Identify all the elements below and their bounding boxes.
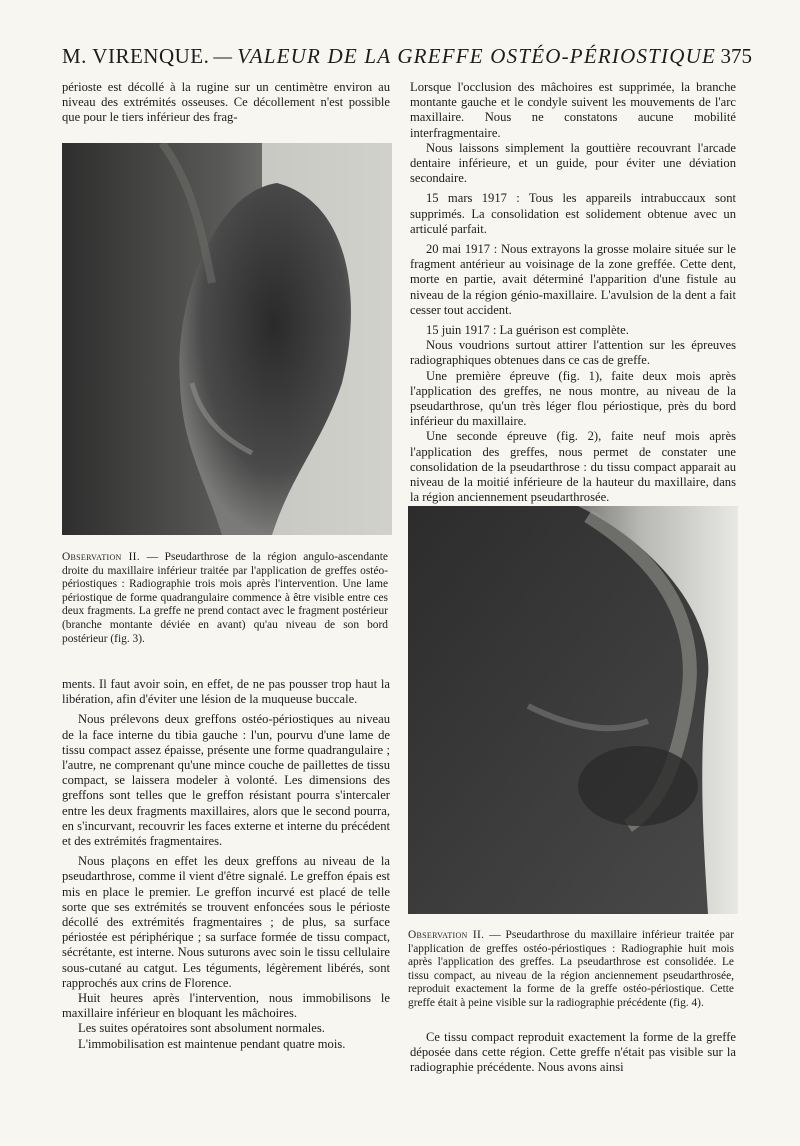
caption-label: Observation II. <box>408 929 485 941</box>
right-column-top <box>410 80 736 505</box>
radiograph-image <box>62 143 392 535</box>
paragraph: 15 mars 1917 : Tous les appareils intrabuccaux sont supprimés. La consolidation est solidement obtenue avec un articulé parfait. <box>410 191 736 236</box>
running-header <box>62 44 752 74</box>
paragraph: Une première épreuve (fig. 1), faite deux mois après l'application des greffes, ne nous montre, au niveau de la pseudarthrose, qu'un très léger flou périostique, près du bord inférieur du maxillaire. <box>410 368 736 429</box>
caption-text: — Pseudarthrose de la région angulo-ascendante droite du maxillaire inférieur traitée par l'application de greffes ostéo-périostiques : Radiographie trois mois après l'intervention. Une lame périostique de forme quadrangulaire commence à être visible entre ces deux fragments. La greffe ne prend contact avec le fragment postérieur (branche montante déviée en avant) qu'au niveau de son bord postérieur (fig. 3). <box>62 551 388 645</box>
left-column-top <box>62 80 390 126</box>
radiograph-image <box>408 506 738 914</box>
header-title: VALEUR DE LA GREFFE OSTÉO-PÉRIOSTIQUE <box>237 44 716 68</box>
caption-label: Observation II. <box>62 551 140 563</box>
header-dash: — <box>213 44 234 68</box>
paragraph: 20 mai 1917 : Nous extrayons la grosse molaire située sur le fragment antérieur au voisinage de la zone greffée. Cette dent, morte en partie, avait déterminé l'apparition d'une fistule au niveau de la région génio-maxillaire. L'avulsion de la dent a fait cesser tout accident. <box>410 242 736 317</box>
paragraph: Lorsque l'occlusion des mâchoires est supprimée, la branche montante gauche et le condyle suivent les mouvements de l'arc maxillaire. Nous ne constatons aucune mobilité interfragmentaire. <box>410 80 736 140</box>
caption-text: — Pseudarthrose du maxillaire inférieur traitée par l'application de greffes ostéo-périostiques : Radiographie huit mois après l'application des greffes. La pseudarthrose est consolidée. Le tissu compact, au niveau de la région anciennement pseudarthrosée, reproduit exactement la forme de la greffe ostéo-périostique. Cette greffe était à peine visible sur la radiographie précédente (fig. 4). <box>408 929 734 1009</box>
right-column-bottom <box>410 1030 736 1076</box>
page-number: 375 <box>720 44 752 68</box>
paragraph: Nous plaçons en effet les deux greffons au niveau de la pseudarthrose, comme il vient d'être signalé. Le greffon épais est mis en place le premier. Le greffon incurvé est placé de telle sorte que ses extrémités se trouvent enfoncées sous le périoste décollé des extrémités fragmentaires ; de plus, sa surface périostée est périphérique ; sa surface formée de tissu compact, sécrétante, est interne. Nous suturons avec soin le tissu cellulaire sous-cutané au catgut. Les téguments, légèrement libérés, sont rapprochés aux crins de Florence. <box>62 854 390 990</box>
radiograph-figure-2 <box>408 506 738 914</box>
paragraph: L'immobilisation est maintenue pendant quatre mois. <box>78 1036 346 1051</box>
left-column-bottom <box>62 677 390 1052</box>
paragraph: périoste est décollé à la rugine sur un centimètre environ au niveau des extrémités osseuses. Ce décollement n'est possible que pour le tiers inférieur des frag- <box>62 80 390 125</box>
radiograph-figure-1 <box>62 143 392 535</box>
paragraph: Une seconde épreuve (fig. 2), faite neuf mois après l'application des greffes, nous permet de constater une consolidation de la pseudarthrose : du tissu compact apparait au niveau de la moitié inférieure de la hauteur du maxillaire, dans la région anciennement pseudarthrosée. <box>410 429 736 505</box>
paragraph: Ce tissu compact reproduit exactement la forme de la greffe déposée dans cette région. Cette greffe n'était pas visible sur la radiographie précédente. Nous avons ainsi <box>410 1030 736 1075</box>
paragraph: Nous prélevons deux greffons ostéo-périostiques au niveau de la face interne du tibia gauche : l'un, pourvu d'une lame de tissu compact assez épaisse, présente une forme quadrangulaire ; l'autre, ne comprenant qu'une mince couche de paillettes de tissu compact, se laissera modeler à volonté. Les dimensions des greffons sont telles que le greffon résistant pourra s'intercaler entre les deux fragments maxillaires, alors que le second pourra, en s'incurvant, recouvrir les faces externe et interne du précédent et des extrémités fragmentaires. <box>62 712 390 849</box>
paragraph: 15 juin 1917 : La guérison est complète. <box>426 323 629 338</box>
paragraph: Nous laissons simplement la gouttière recouvrant l'arcade dentaire inférieure, et un guide, pour éviter une déviation secondaire. <box>410 140 736 186</box>
figure-2-caption <box>408 929 734 1011</box>
paragraph: Les suites opératoires sont absolument normales. <box>78 1021 325 1036</box>
paragraph: ments. Il faut avoir soin, en effet, de ne pas pousser trop haut la libération, afin d'éviter une lésion de la muqueuse buccale. <box>62 677 390 707</box>
paragraph: Nous voudrions surtout attirer l'attention sur les épreuves radiographiques obtenues dans ce cas de greffe. <box>410 338 736 368</box>
paragraph: Huit heures après l'intervention, nous immobilisons le maxillaire inférieur en bloquant les mâchoires. <box>62 991 390 1021</box>
figure-1-caption <box>62 551 388 646</box>
header-author: M. VIRENQUE. <box>62 44 210 68</box>
